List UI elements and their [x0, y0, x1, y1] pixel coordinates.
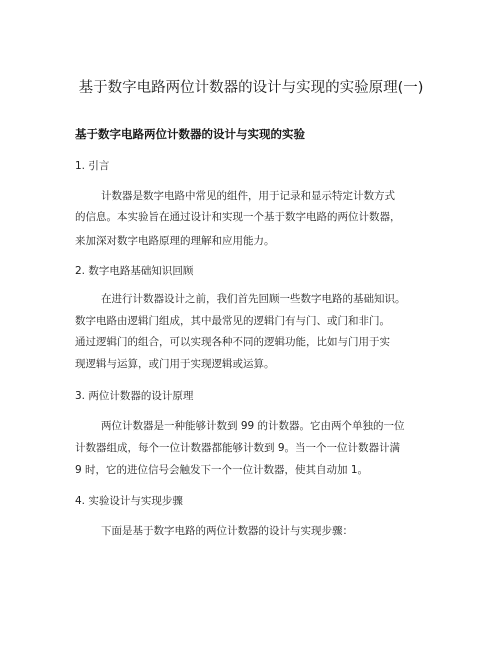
section-heading-experiment-steps: 4. 实验设计与实现步骤 [75, 495, 183, 507]
paragraph-line: 来加深对数字电路原理的理解和应用能力。 [75, 235, 275, 247]
paragraph-line: 在进行计数器设计之前，我们首先回顾一些数字电路的基础知识。 [101, 293, 406, 305]
paragraph-line: 通过逻辑门的组合，可以实现各种不同的逻辑功能，比如与门用于实 [75, 336, 390, 348]
section-heading-design-principle: 3. 两位计数器的设计原理 [75, 390, 194, 402]
paragraph-line: 现逻辑与运算，或门用于实现逻辑或运算。 [75, 358, 275, 370]
document-title: 基于数字电路两位计数器的设计与实现的实验原理(一) [78, 80, 424, 96]
paragraph-line: 下面是基于数字电路的两位计数器的设计与实现步骤： [101, 525, 353, 537]
document-subtitle: 基于数字电路两位计数器的设计与实现的实验 [75, 127, 305, 141]
paragraph-line: 计数器组成，每个一位计数器都能够计数到 9。当一个一位计数器计满 [75, 442, 401, 454]
paragraph-line: 数字电路由逻辑门组成，其中最常见的逻辑门有与门、或门和非门。 [75, 315, 390, 327]
paragraph-line: 计数器是数字电路中常见的组件，用于记录和显示特定计数方式 [101, 190, 395, 202]
paragraph-line: 9 时，它的进位信号会触发下一个一位计数器，使其自动加 1。 [75, 464, 369, 476]
paragraph-line: 的信息。本实验旨在通过设计和实现一个基于数字电路的两位计数器， [75, 211, 401, 223]
section-heading-basics-review: 2. 数字电路基础知识回顾 [75, 265, 194, 277]
section-heading-introduction: 1. 引言 [75, 160, 110, 172]
paragraph-line: 两位计数器是一种能够计数到 99 的计数器。它由两个单独的一位 [101, 420, 405, 432]
